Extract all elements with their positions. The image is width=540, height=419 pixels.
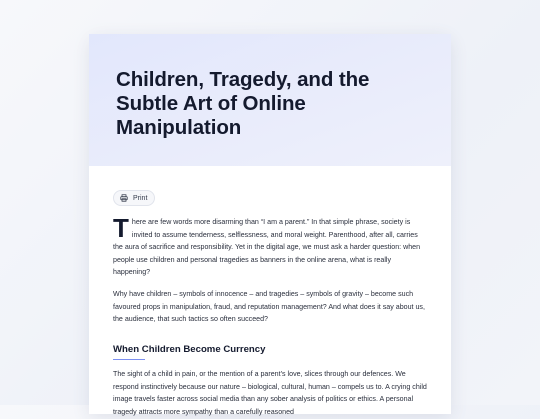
section-heading: When Children Become Currency xyxy=(113,343,266,355)
article-header xyxy=(89,34,451,166)
second-paragraph: Why have children – symbols of innocence – and tragedies – symbols of gravity – become such favoured props in manipulation, fraud, and reputation management? And what does it say about us, the audience, that such tactics so often succeed? xyxy=(113,289,425,324)
article-card xyxy=(89,34,451,417)
printer-icon xyxy=(120,194,128,202)
article-title: Children, Tragedy, and the Subtle Art of Online Manipulation xyxy=(116,68,370,139)
intro-paragraph xyxy=(113,213,427,279)
print-button-label: Print xyxy=(133,194,148,202)
heading-underline xyxy=(113,359,145,361)
section-paragraph: The sight of a child in pain, or the mention of a parent’s love, slices through our defences. We respond instinctively because our nature – biological, cultural, human – compels us to. A crying child image travels faster across social media than any sober analysis of politics or ethics. A personal tragedy attracts more sympathy than a carefully reasoned xyxy=(113,370,427,417)
drop-cap: T xyxy=(113,213,129,243)
print-button[interactable] xyxy=(113,190,155,206)
article-body xyxy=(89,166,451,419)
intro-paragraph-text: here are few words more disarming than “I am a parent.” In that simple phrase, society is invited to assume tenderness, selflessness, and moral weight. Parenthood, after all, carries the aura of sacrifice and responsibility. Yet in the digital age, we must ask a harder question: when people use children and personal tragedies as banners in the online arena, what is really happening? xyxy=(113,218,421,277)
